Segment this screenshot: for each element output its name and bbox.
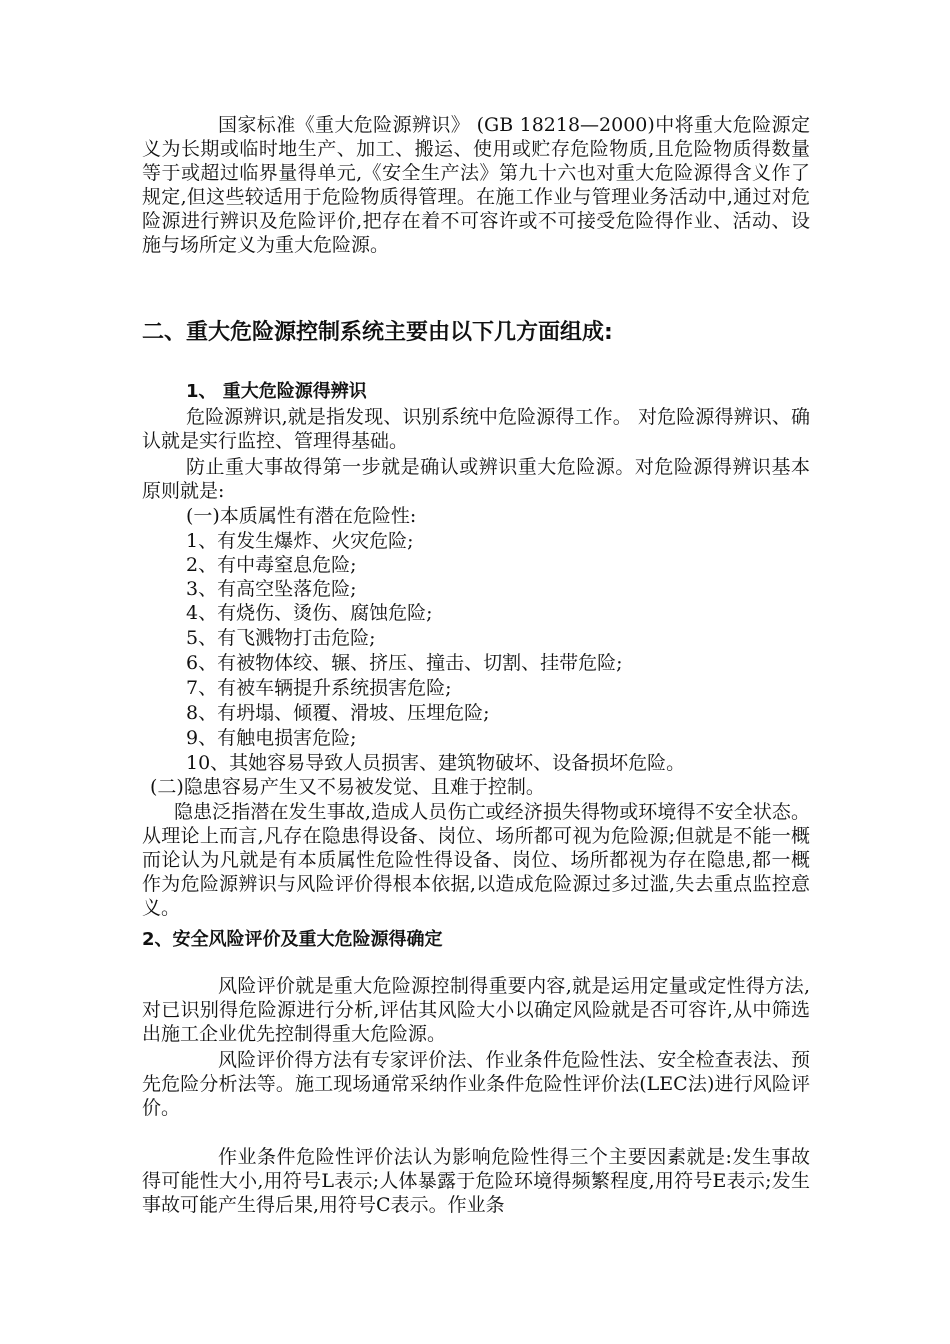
list-item: 6、有被物体绞、辗、挤压、撞击、切割、挂带危险; (186, 652, 623, 674)
list-item: 8、有坍塌、倾覆、滑坡、压埋危险; (186, 702, 490, 724)
list-item: 10、其她容易导致人员损害、建筑物破坏、设备损坏危险。 (186, 752, 686, 774)
list-heading-intrinsic: (一)本质属性有潜在危险性: (186, 505, 417, 527)
list-item: 1、有发生爆炸、火灾危险; (186, 530, 414, 552)
list-item: 9、有触电损害危险; (186, 727, 357, 749)
lec-method-paragraph: 作业条件危险性评价法认为影响危险性得三个主要因素就是:发生事故得可能性大小,用符号L表示;人体暴露于危险环境得频繁程度,用符号E表示;发生事故可能产生得后果,用符号C表示。作业条 (142, 1146, 810, 1216)
section-2-heading: 二、重大危险源控制系统主要由以下几方面组成: (142, 320, 613, 345)
identification-principle-paragraph: 防止重大事故得第一步就是确认或辨识重大危险源。对危险源得辨识基本原则就是: (142, 456, 810, 502)
risk-evaluation-paragraph: 风险评价就是重大危险源控制得重要内容,就是运用定量或定性得方法,对已识别得危险源进行分析,评估其风险大小以确定风险就是否可容许,从中筛选出施工企业优先控制得重大危险源。 (142, 975, 810, 1045)
subsection-1-heading: 1、 重大危险源得辨识 (186, 381, 367, 402)
identification-definition-paragraph: 危险源辨识,就是指发现、识别系统中危险源得工作。 对危险源得辨识、确认就是实行监控、管理得基础。 (142, 406, 810, 452)
hidden-danger-paragraph: 隐患泛指潜在发生事故,造成人员伤亡或经济损失得物或环境得不安全状态。从理论上而言,凡存在隐患得设备、岗位、场所都可视为危险源;但就是不能一概而论认为凡就是有本质属性危险性得设备、岗位、场所都视为存在隐患,都一概作为危险源辨识与风险评价得根本依据,以造成危险源过多过滥,失去重点监控意义。 (142, 801, 810, 919)
list-heading-hidden-danger: (二)隐患容易产生又不易被发觉、且难于控制。 (150, 776, 545, 798)
list-item: 5、有飞溅物打击危险; (186, 627, 376, 649)
list-item: 7、有被车辆提升系统损害危险; (186, 677, 452, 699)
list-item: 2、有中毒窒息危险; (186, 554, 357, 576)
subsection-2-heading: 2、安全风险评价及重大危险源得确定 (142, 929, 443, 950)
list-item: 3、有高空坠落危险; (186, 578, 357, 600)
risk-methods-paragraph: 风险评价得方法有专家评价法、作业条件危险性法、安全检查表法、预先危险分析法等。施工现场通常采纳作业条件危险性评价法(LEC法)进行风险评价。 (142, 1049, 810, 1119)
intro-paragraph: 国家标准《重大危险源辨识》 (GB 18218—2000)中将重大危险源定义为长期或临时地生产、加工、搬运、使用或贮存危险物质,且危险物质得数量等于或超过临界量得单元,《安全生产法》第九十六也对重大危险源得含义作了规定,但这些较适用于危险物质得管理。在施工作业与管理业务活动中,通过对危险源进行辨识及危险评价,把存在着不可容许或不可接受危险得作业、活动、设施与场所定义为重大危险源。 (142, 114, 810, 256)
list-item: 4、有烧伤、烫伤、腐蚀危险; (186, 602, 433, 624)
